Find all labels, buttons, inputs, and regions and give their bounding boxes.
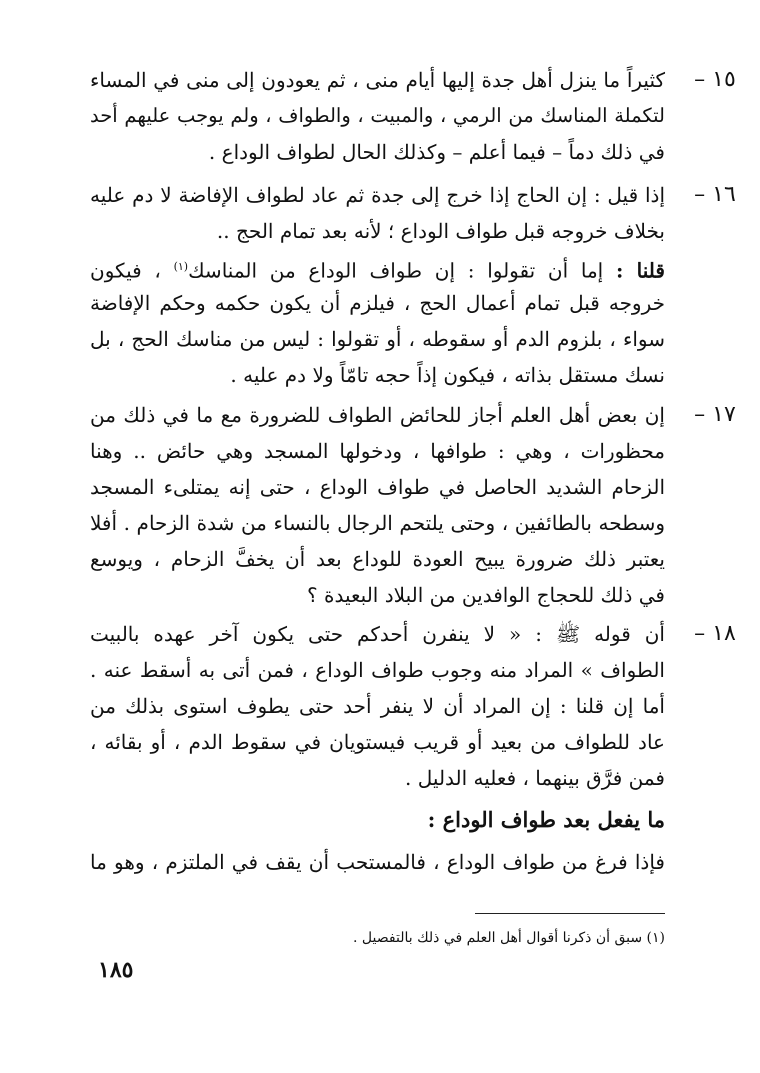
item-number: ١٨ –: [694, 621, 736, 646]
text-line: أن قوله ﷺ : « لا ينفرن أحدكم حتى يكون آخر عهده بالبيت: [90, 622, 665, 646]
answer-label: قلنا :: [615, 258, 665, 283]
text-line: وسطحه بالطائفين ، وحتى يلتحم الرجال بالنساء من شدة الزحام . أفلا: [90, 511, 665, 535]
text-line: في ذلك للحجاج الوافدين من البلاد البعيدة ؟: [307, 583, 665, 607]
closing-paragraph: [90, 844, 665, 880]
text-line: إذا قيل : إن الحاج إذا خرج إلى جدة ثم عاد لطواف الإفاضة لا دم عليه: [90, 183, 665, 207]
section-heading: ما يفعل بعد طواف الوداع :: [427, 807, 665, 832]
footnote: (١) سبق أن ذكرنا أقوال أهل العلم في ذلك بالتفصيل .: [353, 930, 665, 946]
item-number: ١٧ –: [694, 402, 736, 427]
numbered-item: [90, 397, 736, 613]
answer-text-tail: ، فيكون: [90, 258, 174, 283]
numbered-item: [90, 177, 736, 393]
text-line: خروجه قبل تمام أعمال الحج ، فيلزم أن يكون حكمه وحكم الإفاضة: [90, 291, 665, 315]
text-line: الطواف » المراد منه وجوب طواف الوداع ، فمن أتى به أسقط عنه .: [90, 658, 665, 682]
answer-line: [90, 249, 665, 285]
text-line: أما إن قلنا : إن المراد أن لا ينفر أحد حتى يطوف استوى بذلك من: [90, 694, 665, 718]
text-line: يعتبر ذلك ضرورة يبيح العودة للوداع بعد أن يخفَّ الزحام ، ويوسع: [90, 547, 665, 571]
footnote-reference: (١): [173, 260, 189, 273]
footnote-divider: [475, 913, 665, 914]
text-line: فمن فرَّق بينهما ، فعليه الدليل .: [405, 766, 665, 790]
text-line: فإذا فرغ من طواف الوداع ، فالمستحب أن يقف في الملتزم ، وهو ما: [90, 850, 665, 874]
text-line: إن بعض أهل العلم أجاز للحائض الطواف للضرورة مع ما في ذلك من: [90, 403, 665, 427]
numbered-item: [90, 616, 736, 796]
text-line: محظورات ، وهي : طوافها ، ودخولها المسجد وهي حائض .. وهنا: [90, 439, 665, 463]
text-line: سواء ، بلزوم الدم أو سقوطه ، أو تقولوا : ليس من مناسك الحج ، بل: [90, 327, 665, 351]
text-line: لتكملة المناسك من الرمي ، والمبيت ، والطواف ، ولم يوجب عليهم أحد: [90, 104, 665, 127]
text-line: كثيراً ما ينزل أهل جدة إليها أيام منى ، ثم يعودون إلى منى في المساء: [90, 68, 665, 92]
item-number: ١٦ –: [694, 182, 736, 207]
text-line: نسك مستقل بذاته ، فيكون إذاً حجه تامّاً ولا دم عليه .: [230, 363, 665, 387]
text-line: بخلاف خروجه قبل طواف الوداع ؛ لأنه بعد تمام الحج ..: [216, 219, 665, 243]
text-line: الزحام الشديد الحاصل في طواف الوداع ، حتى إنه يمتلىء المسجد: [90, 475, 665, 499]
answer-text: إما أن تقولوا : إن طواف الوداع من المناسك: [188, 258, 616, 283]
page-number: ١٨٥: [98, 957, 134, 983]
text-line: عاد للطواف من بعيد أو قريب فيستويان في سقوط الدم ، أو بقائه ،: [90, 730, 665, 754]
text-line: في ذلك دماً – فيما أعلم – وكذلك الحال لطواف الوداع .: [208, 140, 665, 164]
numbered-item: [90, 62, 736, 170]
item-number: ١٥ –: [694, 67, 736, 92]
